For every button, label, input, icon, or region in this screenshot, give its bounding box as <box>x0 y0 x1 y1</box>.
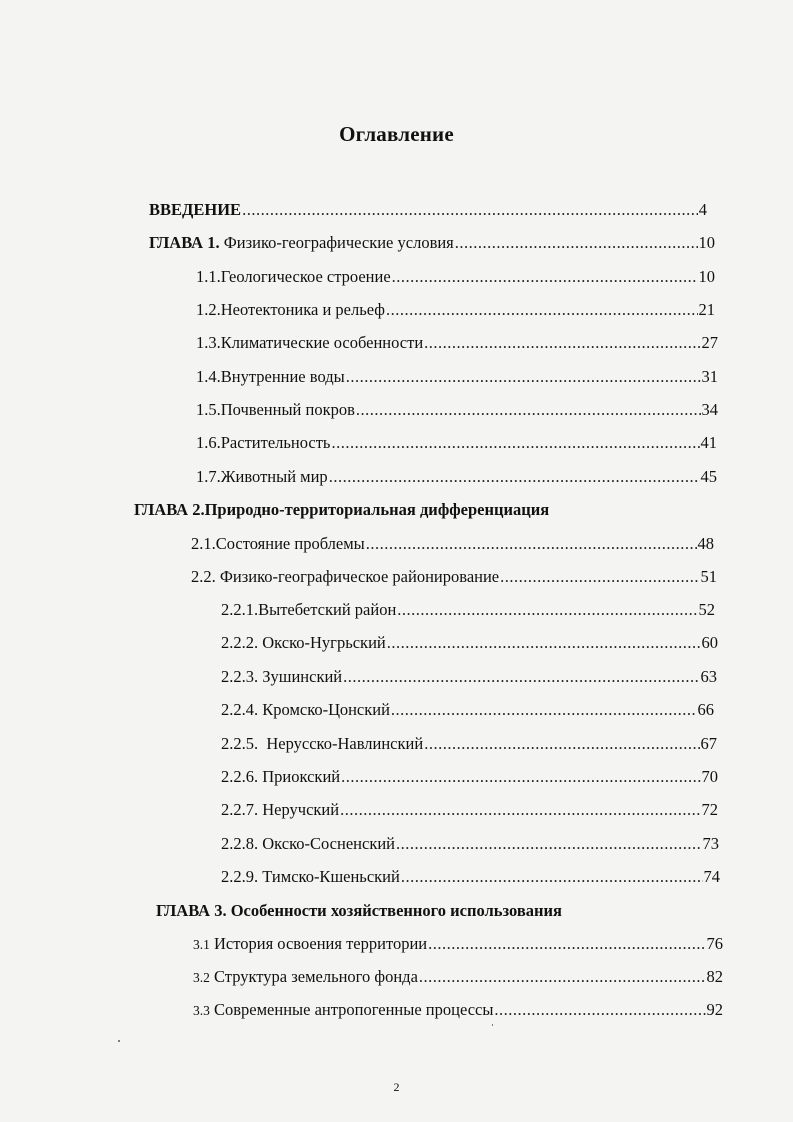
toc-leader-dots <box>356 399 701 421</box>
toc-entry-page: 34 <box>701 400 718 419</box>
toc-entry-label: 1.3.Климатические особенности <box>196 333 424 352</box>
toc-entry-page: 63 <box>700 667 717 686</box>
toc-leader-dots <box>341 766 700 788</box>
toc-leader-dots <box>401 866 703 888</box>
toc-entry-label: 2.2.9. Тимско-Кшеньский <box>221 867 400 886</box>
toc-leader-dots <box>424 332 700 354</box>
toc-section-number: 3.2 <box>193 970 210 985</box>
toc-leader-dots <box>346 366 701 388</box>
toc-entry-1-2 <box>196 299 715 321</box>
toc-entry-label: 2.2.3. Зушинский <box>221 667 343 686</box>
toc-entry-1-4 <box>196 366 718 388</box>
toc-entry-page: 72 <box>701 800 718 819</box>
scan-speck <box>118 1040 120 1042</box>
scan-speck <box>492 1024 493 1026</box>
toc-entry-label: 1.6.Растительность <box>196 433 331 452</box>
toc-leader-dots <box>455 232 698 254</box>
page-title: Оглавление <box>339 122 454 146</box>
toc-entry-1-3 <box>196 332 718 354</box>
toc-entry-page: 74 <box>703 867 720 886</box>
toc-entry-1-6 <box>196 432 717 454</box>
toc-entry-page: 41 <box>700 433 717 452</box>
toc-leader-dots <box>428 933 705 955</box>
toc-leader-dots <box>366 533 697 555</box>
toc-entry-2-2-7 <box>221 799 718 821</box>
toc-leader-dots <box>391 699 697 721</box>
toc-entry-introduction <box>149 199 707 221</box>
toc-entry-2-2-8 <box>221 833 719 855</box>
toc-entry-2-2 <box>191 566 717 588</box>
toc-entry-page: 4 <box>698 200 707 219</box>
toc-entry-page: 66 <box>697 700 714 719</box>
toc-entry-label: 2.2.2. Окско-Нугрьский <box>221 633 386 652</box>
toc-entry-3-3 <box>193 999 723 1021</box>
toc-leader-dots <box>397 599 697 621</box>
toc-entry-label: 1.5.Почвенный покров <box>196 400 355 419</box>
toc-section-title: Современные антропогенные процессы <box>209 1000 494 1019</box>
toc-entry-2-2-3 <box>221 666 717 688</box>
toc-entry-label: 1.7.Животный мир <box>196 467 328 486</box>
toc-entry-2-1 <box>191 533 714 555</box>
toc-leader-dots <box>424 733 699 755</box>
toc-leader-dots <box>343 666 699 688</box>
toc-entry-label: 1.2.Неотектоника и рельеф <box>196 300 385 319</box>
toc-entry-page: 67 <box>700 734 717 753</box>
toc-entry-1-7 <box>196 466 717 488</box>
toc-entry-page: 10 <box>698 267 715 286</box>
toc-leader-dots <box>500 566 699 588</box>
toc-entry-page: 10 <box>698 233 715 252</box>
toc-chapter-number: ГЛАВА 1. <box>149 233 220 252</box>
page-number: 2 <box>393 1080 400 1094</box>
toc-section-number: 3.3 <box>193 1003 210 1018</box>
toc-heading-chapter-3: ГЛАВА 3. Особенности хозяйственного использования <box>156 901 562 920</box>
toc-entry-label: 1.1.Геологическое строение <box>196 267 391 286</box>
toc-entry-2-2-5 <box>221 733 717 755</box>
toc-entry-label <box>149 232 454 254</box>
toc-entry-chapter-1 <box>149 232 715 254</box>
toc-entry-page: 52 <box>698 600 715 619</box>
toc-leader-dots <box>242 199 698 221</box>
toc-entry-label <box>193 966 418 989</box>
toc-entry-2-2-9 <box>221 866 720 888</box>
toc-entry-page: 70 <box>701 767 718 786</box>
toc-entry-page: 76 <box>706 934 723 953</box>
toc-leader-dots <box>386 299 698 321</box>
toc-leader-dots <box>396 833 702 855</box>
toc-leader-dots <box>331 432 699 454</box>
toc-section-title: История освоения территории <box>209 934 428 953</box>
toc-entry-3-1 <box>193 933 723 955</box>
toc-entry-label: 2.2.1.Вытебетский район <box>221 600 397 619</box>
toc-entry-3-2 <box>193 966 723 988</box>
toc-leader-dots <box>340 799 700 821</box>
toc-entry-label: ВВЕДЕНИЕ <box>149 200 242 219</box>
toc-entry-page: 48 <box>697 534 714 553</box>
toc-entry-2-2-6 <box>221 766 718 788</box>
toc-entry-label: 1.4.Внутренние воды <box>196 367 345 386</box>
toc-leader-dots <box>387 632 701 654</box>
toc-entry-label <box>193 933 427 956</box>
toc-entry-2-2-2 <box>221 632 718 654</box>
toc-entry-label: 2.2.6. Приокский <box>221 767 341 786</box>
toc-entry-label: 2.2.7. Неручский <box>221 800 340 819</box>
toc-leader-dots <box>494 999 705 1021</box>
toc-entry-page: 73 <box>702 834 719 853</box>
toc-section-number: 3.1 <box>193 937 210 952</box>
toc-entry-label: 2.1.Состояние проблемы <box>191 534 365 553</box>
toc-entry-label <box>193 999 493 1022</box>
toc-entry-label: 2.2. Физико-географическое районирование <box>191 567 500 586</box>
toc-entry-page: 31 <box>701 367 718 386</box>
toc-entry-1-1 <box>196 266 715 288</box>
toc-entry-2-2-4 <box>221 699 714 721</box>
toc-entry-label: 2.2.8. Окско-Сосненский <box>221 834 395 853</box>
toc-entry-2-2-1 <box>221 599 715 621</box>
toc-leader-dots <box>329 466 700 488</box>
toc-entry-page: 60 <box>701 633 718 652</box>
toc-entry-page: 21 <box>698 300 715 319</box>
toc-leader-dots <box>392 266 698 288</box>
toc-entry-page: 51 <box>700 567 717 586</box>
toc-entry-page: 92 <box>706 1000 723 1019</box>
toc-heading-chapter-2: ГЛАВА 2.Природно-территориальная дифференциация <box>134 500 550 519</box>
toc-entry-page: 82 <box>706 967 723 986</box>
toc-section-title: Структура земельного фонда <box>209 967 418 986</box>
toc-entry-page: 45 <box>700 467 717 486</box>
toc-entry-page: 27 <box>701 333 718 352</box>
toc-leader-dots <box>419 966 706 988</box>
toc-entry-label: 2.2.4. Кромско-Цонский <box>221 700 390 719</box>
toc-entry-label: 2.2.5. Нерусско-Навлинский <box>221 734 424 753</box>
toc-chapter-title: Физико-географические условия <box>219 233 454 252</box>
toc-entry-1-5 <box>196 399 718 421</box>
